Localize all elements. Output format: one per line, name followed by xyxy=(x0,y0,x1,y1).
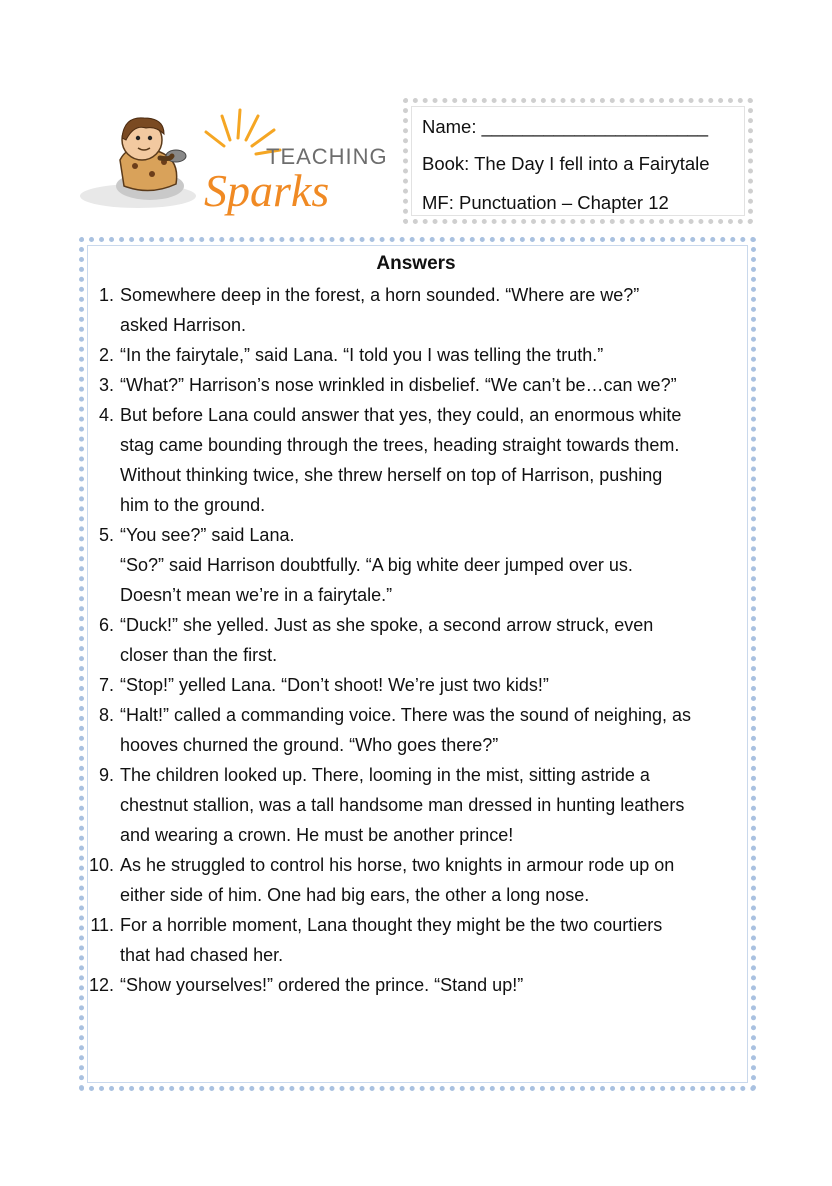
answer-text xyxy=(114,970,740,1000)
answer-line: “In the fairytale,” said Lana. “I told you I was telling the truth.” xyxy=(120,345,604,365)
answer-item xyxy=(80,340,740,370)
answer-line: “Halt!” called a commanding voice. There was the sound of neighing, as xyxy=(120,705,691,725)
answer-line: The children looked up. There, looming in the mist, sitting astride a xyxy=(120,765,650,785)
answer-line: that had chased her. xyxy=(120,945,284,965)
answer-number: 7. xyxy=(98,675,114,695)
caveman-icon xyxy=(116,118,186,200)
answer-line: and wearing a crown. He must be another prince! xyxy=(120,825,514,845)
answer-line: “So?” said Harrison doubtfully. “A big white deer jumped over us. xyxy=(120,555,633,575)
answer-line: “What?” Harrison’s nose wrinkled in disbelief. “We can’t be…can we?” xyxy=(120,375,677,395)
answer-item xyxy=(80,370,740,400)
answer-number: 1. xyxy=(98,285,114,305)
answer-number: 4. xyxy=(98,405,114,425)
answer-line: But before Lana could answer that yes, they could, an enormous white xyxy=(120,405,682,425)
answer-text xyxy=(114,610,740,670)
answer-number: 6. xyxy=(98,615,114,635)
answer-text xyxy=(114,670,740,700)
answer-line: “Stop!” yelled Lana. “Don’t shoot! We’re just two kids!” xyxy=(120,675,549,695)
answer-text xyxy=(114,910,740,970)
answer-item xyxy=(80,760,740,850)
answer-text xyxy=(114,760,740,850)
answer-line: chestnut stallion, was a tall handsome man dressed in hunting leathers xyxy=(120,795,685,815)
answer-line: Without thinking twice, she threw herself on top of Harrison, pushing xyxy=(120,465,663,485)
answer-line: stag came bounding through the trees, heading straight towards them. xyxy=(120,435,680,455)
answer-item xyxy=(80,520,740,610)
answer-text xyxy=(114,850,740,910)
answer-text xyxy=(114,280,740,340)
answer-line: closer than the first. xyxy=(120,645,278,665)
logo-sparks-text: Sparks xyxy=(204,165,330,216)
answer-line: him to the ground. xyxy=(120,495,266,515)
answer-line: asked Harrison. xyxy=(120,315,247,335)
answer-item xyxy=(80,610,740,670)
answer-number: 3. xyxy=(98,375,114,395)
answer-number: 10. xyxy=(88,855,114,875)
answer-item xyxy=(80,850,740,910)
answer-text xyxy=(114,400,740,520)
answer-line: Somewhere deep in the forest, a horn sounded. “Where are we?” xyxy=(120,285,640,305)
name-field-label: Name: ______________________ xyxy=(422,116,708,137)
answer-line: For a horrible moment, Lana thought they might be the two courtiers xyxy=(120,915,663,935)
student-info-box xyxy=(403,98,753,224)
answer-text xyxy=(114,520,740,610)
answer-item xyxy=(80,400,740,520)
answer-text xyxy=(114,370,740,400)
answers-list xyxy=(80,280,740,1000)
answer-line: “You see?” said Lana. xyxy=(120,525,295,545)
answer-line: As he struggled to control his horse, two knights in armour rode up on xyxy=(120,855,675,875)
answer-line: “Show yourselves!” ordered the prince. “Stand up!” xyxy=(120,975,524,995)
answer-line: “Duck!” she yelled. Just as she spoke, a second arrow struck, even xyxy=(120,615,654,635)
answer-number: 2. xyxy=(98,345,114,365)
answer-item xyxy=(80,910,740,970)
answer-item xyxy=(80,670,740,700)
answer-line: hooves churned the ground. “Who goes there?” xyxy=(120,735,499,755)
answer-number: 8. xyxy=(98,705,114,725)
answer-number: 5. xyxy=(98,525,114,545)
answer-text xyxy=(114,340,740,370)
answer-item xyxy=(80,970,740,1000)
answer-line: either side of him. One had big ears, the other a long nose. xyxy=(120,885,590,905)
book-title-label: Book: The Day I fell into a Fairytale xyxy=(422,153,710,174)
teaching-sparks-logo xyxy=(80,100,390,220)
mf-topic-label: MF: Punctuation – Chapter 12 xyxy=(422,192,669,213)
answer-number: 11. xyxy=(90,915,114,935)
answer-number: 12. xyxy=(88,975,114,995)
answer-line: Doesn’t mean we’re in a fairytale.” xyxy=(120,585,393,605)
answer-number: 9. xyxy=(98,765,114,785)
answer-item xyxy=(80,280,740,340)
answer-item xyxy=(80,700,740,760)
answer-text xyxy=(114,700,740,760)
answers-heading: Answers xyxy=(376,253,456,274)
logo-teaching-text: TEACHING xyxy=(266,144,388,169)
